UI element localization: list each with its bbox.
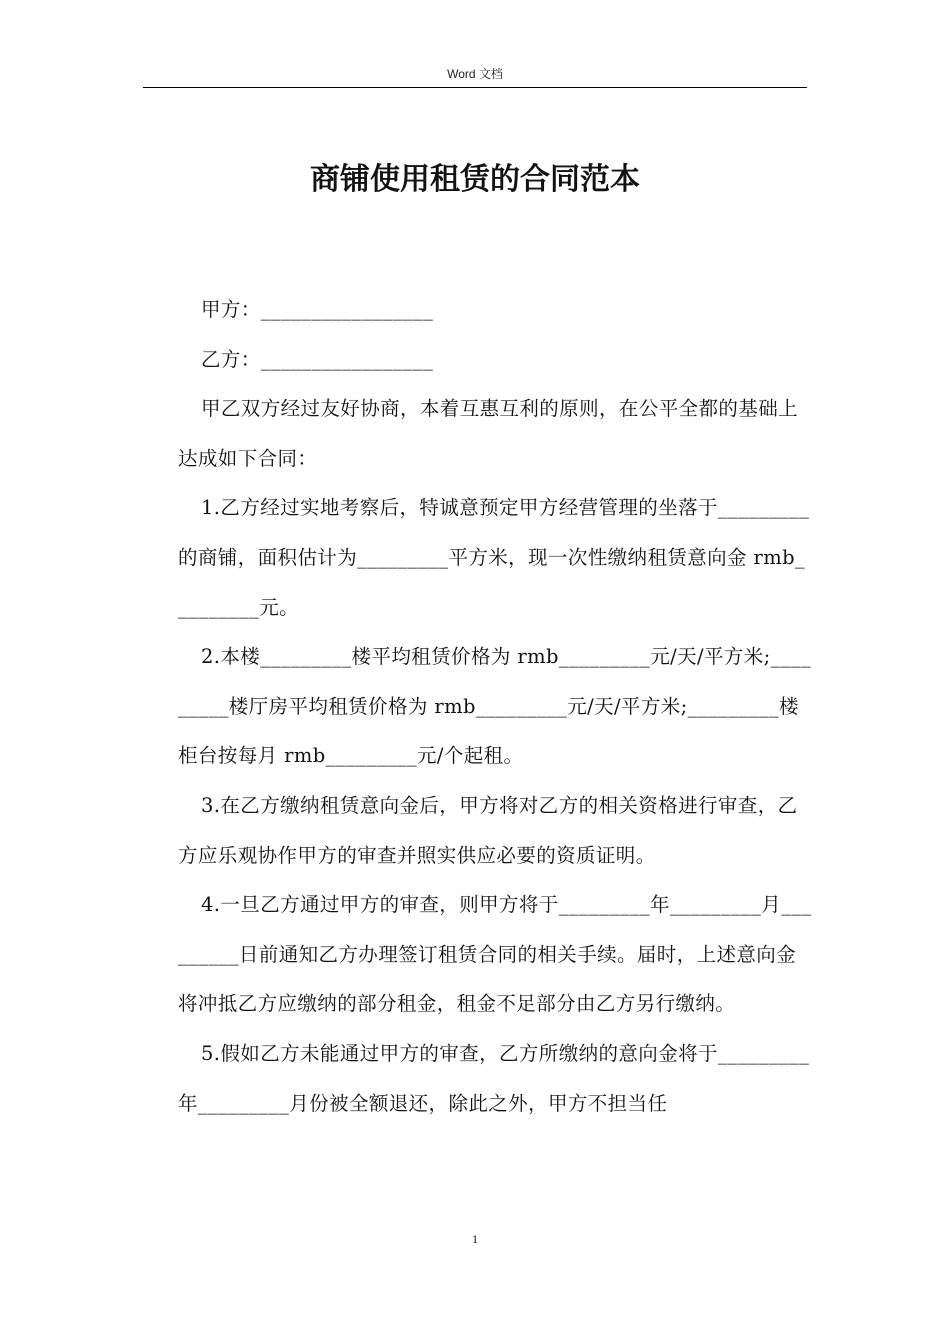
page-header: Word 文档: [447, 67, 503, 81]
header-divider: [143, 87, 807, 88]
clause-1: 1.乙方经过实地考察后，特诚意预定甲方经营管理的坐落于_________的商铺，面积估计为_________平方米，现一次性缴纳租赁意向金 rmb_________元。: [178, 496, 810, 619]
document-body: [178, 285, 814, 1128]
party-b-line: 乙方：_________________: [201, 347, 434, 371]
clause-4: 4.一旦乙方通过甲方的审查，则甲方将于_________年_________月_________日前通知乙方办理签订租赁合同的相关手续。届时，上述意向金将冲抵乙方应缴纳的部分租金，租金不足部分由乙方另行缴纳。: [178, 893, 812, 1016]
page-number: 1: [472, 1232, 478, 1246]
party-a-line: 甲方：_________________: [201, 298, 434, 321]
clause-2: 2.本楼_________楼平均租赁价格为 rmb_________元/天/平方米;_________楼厅房平均租赁价格为 rmb_________元/天/平方米;_________楼柜台按每月 rmb_________元/个起租。: [178, 645, 812, 768]
clause-3: 3.在乙方缴纳租赁意向金后，甲方将对乙方的相关资格进行审查，乙方应乐观协作甲方的审查并照实供应必要的资质证明。: [178, 793, 798, 867]
clause-5: 5.假如乙方未能通过甲方的审查，乙方所缴纳的意向金将于_________年_________月份被全额退还，除此之外，甲方不担当任: [178, 1041, 810, 1115]
intro-paragraph: 甲乙双方经过友好协商，本着互惠互利的原则，在公平全都的基础上达成如下合同：: [178, 397, 799, 470]
document-title: 商铺使用租赁的合同范本: [310, 162, 640, 197]
